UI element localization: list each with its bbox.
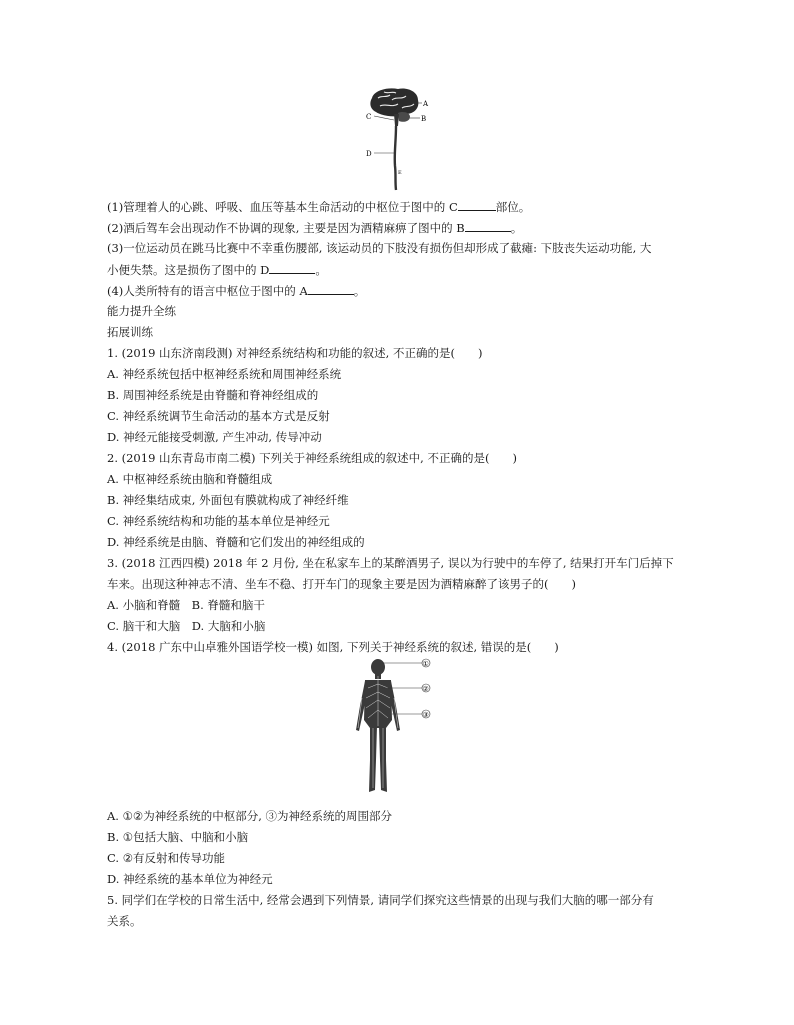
q1-stem: 1. (2019 山东济南段测) 对神经系统结构和功能的叙述, 不正确的是( ) [107,346,483,360]
label-c: C [366,113,372,121]
answer-blank[interactable] [465,220,511,232]
question-a3: (3)一位运动员在跳马比赛中不幸重伤腰部, 该运动员的下肢没有损伤但却形成了截瘫: 下肢丧失运动功能, 大 [107,241,652,255]
q4-option-a: A. ①②为神经系统的中枢部分, ③为神经系统的周围部分 [107,809,393,823]
q2-option-b: B. 神经集结成束, 外面包有膜就构成了神经纤维 [107,493,349,507]
q4-option-d: D. 神经系统的基本单位为神经元 [107,872,273,886]
q5-stem-line1: 5. 同学们在学校的日常生活中, 经常会遇到下列情景, 请同学们探究这些情景的出现与我们大脑的哪一部分有 [107,893,654,907]
q5-stem-line2: 关系。 [107,914,142,928]
label-b: B [421,115,427,123]
question-a4: (4)人类所特有的语言中枢位于图中的 A 。 [107,284,366,298]
q3-stem-line2: 车来。出现这种神志不清、坐车不稳、打开车门的现象主要是因为酒精麻醉了该男子的( ) [107,577,576,591]
question-a3-cont: 小便失禁。这是损伤了图中的 D 。 [107,263,327,277]
question-a2: (2)酒后驾车会出现动作不协调的现象, 主要是因为酒精麻痹了图中的 B 。 [107,221,523,235]
spinal-cord-shape [395,126,396,190]
subsection-title: 拓展训练 [107,325,153,339]
answer-blank[interactable] [269,262,315,274]
brainstem-shape [394,114,399,126]
q2-stem: 2. (2019 山东青岛市南二模) 下列关于神经系统组成的叙述中, 不正确的是( ) [107,451,517,465]
q2-option-a: A. 中枢神经系统由脑和脊髓组成 [107,472,273,486]
q1-option-b: B. 周围神经系统是由脊髓和脊神经组成的 [107,388,319,402]
label-d: D [366,150,372,158]
label-a: A [423,100,429,108]
q1-option-a: A. 神经系统包括中枢神经系统和周围神经系统 [107,367,342,381]
answer-blank[interactable] [308,283,354,295]
head-shape [371,659,385,675]
q3-options-row2: C. 脑干和大脑 D. 大脑和小脑 [107,619,266,633]
q2-option-c: C. 神经系统结构和功能的基本单位是神经元 [107,514,330,528]
label-3: ③ [422,711,429,719]
label-1: ① [422,660,429,668]
brain-spinal-cord-figure [362,86,434,192]
q4-option-c: C. ②有反射和传导功能 [107,851,226,865]
q2-option-d: D. 神经系统是由脑、脊髓和它们发出的神经组成的 [107,535,365,549]
q1-option-d: D. 神经元能接受刺激, 产生冲动, 传导冲动 [107,430,322,444]
q4-stem: 4. (2018 广东中山卓雅外国语学校一模) 如图, 下列关于神经系统的叙述, 错误的是( ) [107,640,559,654]
q3-options-row1: A. 小脑和脊髓 B. 脊髓和脑干 [107,598,265,612]
q1-option-c: C. 神经系统调节生命活动的基本方式是反射 [107,409,330,423]
q4-option-b: B. ①包括大脑、中脑和小脑 [107,830,249,844]
label-e: E [398,170,402,176]
nervous-system-body-figure [352,658,436,796]
section-title: 能力提升全练 [107,304,176,318]
label-2: ② [422,685,429,693]
question-a1: (1)管理着人的心跳、呼吸、血压等基本生命活动的中枢位于图中的 C 部位。 [107,200,531,214]
q3-stem-line1: 3. (2018 江西四模) 2018 年 2 月份, 坐在私家车上的某醉酒男子, 误以为行驶中的车停了, 结果打开车门后掉下 [107,556,674,570]
answer-blank[interactable] [458,199,496,211]
